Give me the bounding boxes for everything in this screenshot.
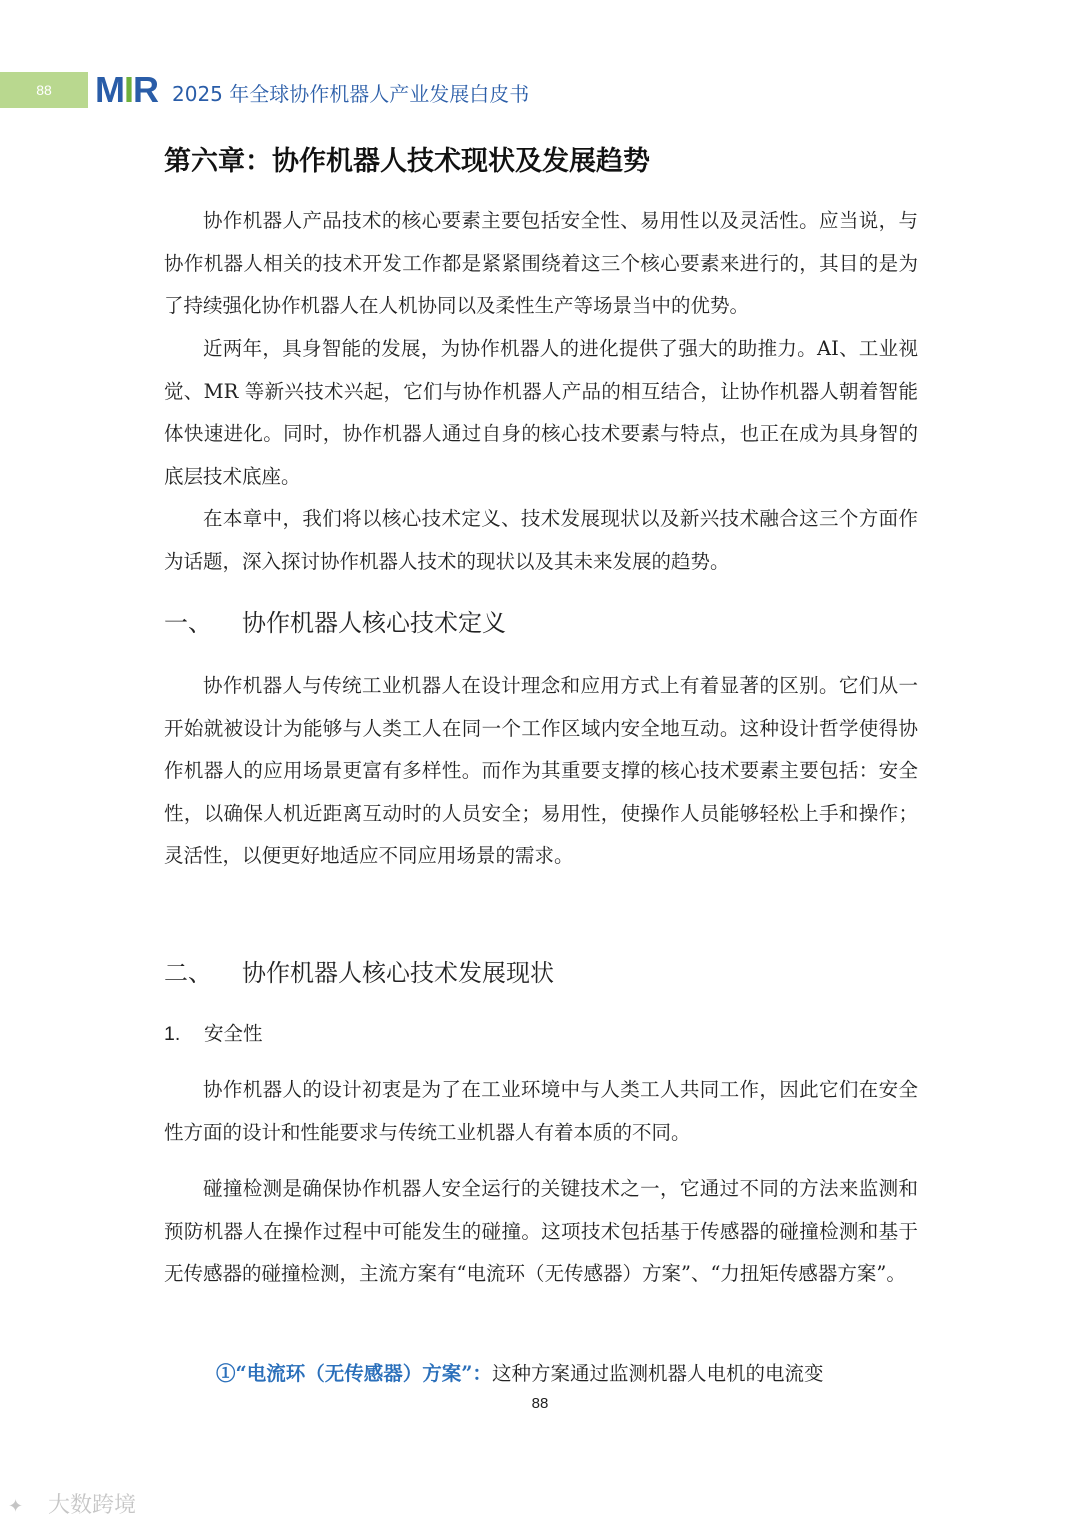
logo-letter-r: R (133, 69, 159, 110)
section-title: 协作机器人核心技术定义 (242, 609, 506, 637)
header-page-number: 88 (36, 82, 52, 98)
watermark-text: 大数跨境 (48, 1493, 137, 1518)
section2-paragraph-1: 协作机器人的设计初衷是为了在工业环境中与人类工人共同工作，因此它们在安全性方面的设计和性能要求与传统工业机器人有着本质的不同。 (164, 1078, 918, 1144)
subsection-title: 安全性 (204, 1022, 263, 1045)
watermark (8, 1488, 136, 1524)
highlight-label: ①“电流环（无传感器）方案”： (216, 1362, 492, 1385)
section2-paragraph-2: 碰撞检测是确保协作机器人安全运行的关键技术之一，它通过不同的方法来监测和预防机器人在操作过程中可能发生的碰撞。这项技术包括基于传感器的碰撞检测和基于无传感器的碰撞检测，主流方案有“电流环（无传感器）方案”、“力扭矩传感器方案”。 (164, 1177, 918, 1285)
subsection-number: 1. (164, 1023, 181, 1045)
section-number: 一、 (164, 609, 212, 637)
section-heading-2 (164, 955, 554, 991)
mir-logo (95, 70, 158, 110)
header-title: 2025 年全球协作机器人产业发展白皮书 (172, 82, 530, 106)
section1-paragraph: 协作机器人与传统工业机器人在设计理念和应用方式上有着显著的区别。它们从一开始就被设计为能够与人类工人在同一个工作区域内安全地互动。这种设计哲学使得协作机器人的应用场景更富有多样性。而作为其重要支撑的核心技术要素主要包括：安全性，以确保人机近距离互动时的人员安全；易用性，使操作人员能够轻松上手和操作；灵活性，以便更好地适应不同应用场景的需求。 (164, 674, 918, 867)
intro-paragraph-1: 协作机器人产品技术的核心要素主要包括安全性、易用性以及灵活性。应当说，与协作机器人相关的技术开发工作都是紧紧围绕着这三个核心要素来进行的，其目的是为了持续强化协作机器人在人机协同以及柔性生产等场景当中的优势。 (164, 209, 918, 317)
subsection-heading (164, 1019, 263, 1049)
footer-page-number: 88 (531, 1395, 549, 1412)
logo-letter-i: I (124, 69, 134, 110)
intro-paragraph-2: 近两年，具身智能的发展，为协作机器人的进化提供了强大的助推力。AI、工业视觉、MR 等新兴技术兴起，它们与协作机器人产品的相互结合，让协作机器人朝着智能体快速进化。同时，协作机器人通过自身的核心技术要素与特点，也正在成为具身智的底层技术底座。 (164, 337, 918, 488)
logo-letter-m: M (95, 69, 124, 110)
section-heading-1 (164, 605, 506, 641)
chapter-title: 第六章：协作机器人技术现状及发展趋势 (164, 146, 650, 177)
highlight-text: 这种方案通过监测机器人电机的电流变 (491, 1362, 824, 1385)
watermark-icon: ✦ (8, 1496, 24, 1517)
section-number: 二、 (164, 959, 212, 987)
section-title: 协作机器人核心技术发展现状 (242, 959, 554, 987)
intro-paragraph-3: 在本章中，我们将以核心技术定义、技术发展现状以及新兴技术融合这三个方面作为话题，深入探讨协作机器人技术的现状以及其未来发展的趋势。 (164, 507, 918, 573)
highlight-line (216, 1354, 918, 1394)
